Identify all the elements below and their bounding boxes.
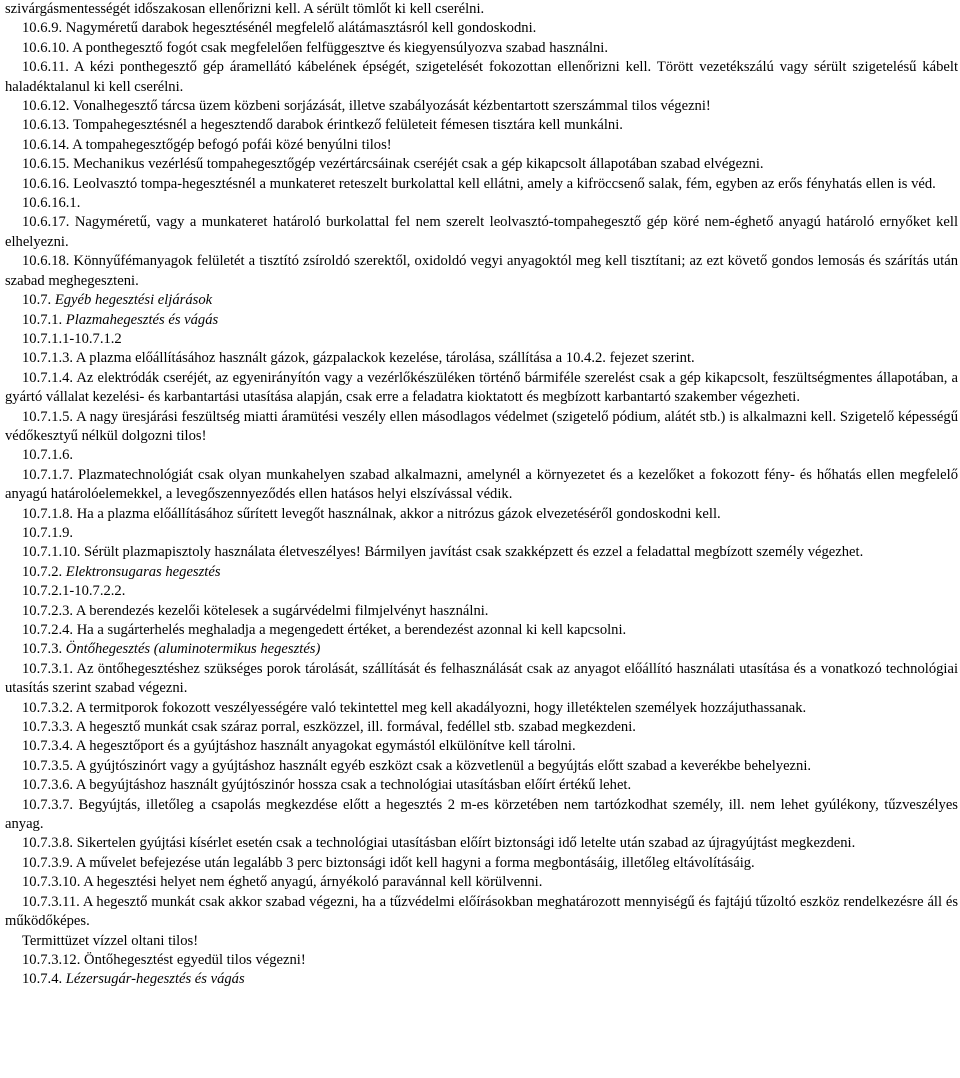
paragraph <box>5 369 958 408</box>
paragraph-text: A berendezés kezelői kötelesek a sugárvédelmi filmjelvényt használni. <box>75 602 489 619</box>
paragraph-text: A gyújtószinórt vagy a gyújtáshoz használt egyéb eszközt csak a közvetlenül a begyújtás előtt szabad a keverékbe behelyezni. <box>75 757 812 774</box>
paragraph-text: A művelet befejezése után legalább 3 perc biztonsági időt kell hagyni a forma megbontásáig, illetőleg eltávolításáig. <box>75 854 755 871</box>
paragraph <box>5 136 958 155</box>
paragraph <box>5 0 958 19</box>
paragraph <box>5 446 958 465</box>
section-number: 10.7. <box>22 292 52 309</box>
section-number: 10.7.1.5. <box>22 408 74 425</box>
section-number: 10.7.1.10. <box>22 544 81 561</box>
paragraph <box>5 543 958 562</box>
paragraph-text: A hegesztő munkát csak száraz porral, eszközzel, ill. formával, fedéllel stb. szabad megkezdeni. <box>75 719 636 736</box>
section-number: 10.6.16. <box>22 175 70 192</box>
section-heading: Öntőhegesztés (aluminotermikus hegesztés) <box>65 641 321 658</box>
section-number: 10.6.16.1. <box>22 195 81 212</box>
section-number: 10.6.10. <box>22 39 70 56</box>
paragraph <box>5 951 958 970</box>
section-number: 10.7.3.8. <box>22 835 74 852</box>
section-number: 10.7.1.8. <box>22 505 74 522</box>
paragraph-text: Könnyűfémanyagok felületét a tisztító zsíroldó szerektől, oxidoldó vegyi anyagoktól meg kell tisztítani; az ezt követő gondos lemosás és szárítás után szabad meghegeszteni. <box>5 253 958 289</box>
section-number: 10.7.3.2. <box>22 699 74 716</box>
paragraph <box>5 194 958 213</box>
section-number: 10.7.3.5. <box>22 757 74 774</box>
section-number: 10.7.3.7. <box>22 796 74 813</box>
paragraph-text: A kézi ponthegesztő gép áramellátó kábelének épségét, szigetelését fokozottan ellenőrizni kell. Törött vezetékszálú vagy sérült szigetelésű kábelt haladéktalanul ki kell cserélni. <box>5 59 959 95</box>
paragraph <box>5 757 958 776</box>
paragraph <box>5 873 958 892</box>
section-number: 10.7.1.1-10.7.1.2 <box>22 330 122 347</box>
paragraph <box>5 408 958 447</box>
paragraph <box>5 582 958 601</box>
section-number: 10.6.14. <box>22 136 70 153</box>
paragraph-text: A begyújtáshoz használt gyújtószinór hossza csak a technológiai utasításban előírt értékű lehet. <box>75 777 632 794</box>
paragraph <box>5 58 958 97</box>
paragraph <box>5 660 958 699</box>
section-heading: Egyéb hegesztési eljárások <box>54 292 213 309</box>
paragraph <box>5 737 958 756</box>
paragraph-text: A nagy üresjárási feszültség miatti áramütési veszély ellen másodlagos védelmet (szigetelő pódium, alátét stb.) is alkalmazni kell. Szigetelő képességű védőkesztyű nélkül dolgozni tilos! <box>5 408 959 444</box>
paragraph <box>5 466 958 505</box>
section-number: 10.7.3.10. <box>22 874 81 891</box>
section-number: 10.7.3. <box>22 641 63 658</box>
paragraph-text: A termitporok fokozott veszélyességére való tekintettel meg kell akadályozni, hogy illetéktelen személyek hozzájuthassanak. <box>75 699 807 716</box>
paragraph <box>5 854 958 873</box>
paragraph-text: Öntőhegesztést egyedül tilos végezni! <box>84 951 306 968</box>
section-number: 10.6.15. <box>22 156 70 173</box>
section-number: 10.7.1.9. <box>22 524 74 541</box>
paragraph-text: Sikertelen gyújtási kísérlet esetén csak a technológiai utasításban előírt biztonsági idő letelte után szabad az újragyújtást megkezdeni. <box>76 835 856 852</box>
paragraph-text: Ha a sugárterhelés meghaladja a megengedett értéket, a berendezést azonnal ki kell kapcsolni. <box>76 622 627 638</box>
paragraph-text: A hegesztési helyet nem éghető anyagú, árnyékoló paravánnal kell körülvenni. <box>83 874 543 891</box>
section-number: 10.7.3.4. <box>22 738 74 755</box>
paragraph-text: Nagyméretű, vagy a munkateret határoló burkolattal fel nem szerelt leolvasztó-tompahegesztő gép köré nem-éghető anyagú határoló ernyőket kell elhelyezni. <box>5 214 958 250</box>
section-number: 10.7.3.6. <box>22 777 74 794</box>
section-number: 10.7.2.4. <box>22 622 74 638</box>
paragraph <box>5 776 958 795</box>
section-number: 10.6.13. <box>22 117 70 134</box>
paragraph <box>5 621 958 640</box>
section-number: 10.6.11. <box>22 59 69 76</box>
section-number: 10.7.3.9. <box>22 854 74 871</box>
paragraph <box>5 932 958 951</box>
paragraph-text: A tompahegesztőgép befogó pofái közé benyúlni tilos! <box>72 136 392 153</box>
paragraph <box>5 39 958 58</box>
section-number: 10.7.2.3. <box>22 602 74 619</box>
paragraph <box>5 834 958 853</box>
section-number: 10.7.3.12. <box>22 951 81 968</box>
paragraph <box>5 796 958 835</box>
paragraph <box>5 155 958 174</box>
paragraph <box>5 116 958 135</box>
paragraph <box>5 718 958 737</box>
paragraph <box>5 330 958 349</box>
section-number: 10.7.3.3. <box>22 719 74 736</box>
section-number: 10.7.1.3. <box>22 350 74 367</box>
paragraph-text: Begyújtás, illetőleg a csapolás megkezdése előtt a hegesztés 2 m-es körzetében nem tartózkodhat személy, ill. nem lehet gyúlékony, tűzveszélyes anyag. <box>5 796 958 833</box>
paragraph <box>5 563 958 582</box>
paragraph-text: Vonalhegesztő tárcsa üzem közbeni sorjázását, illetve szabályozását kézbentartott szerszámmal tilos végezni! <box>72 98 711 115</box>
paragraph <box>5 505 958 524</box>
section-number: 10.7.3.11. <box>22 893 80 910</box>
paragraph <box>5 311 958 330</box>
paragraph-text: A plazma előállításához használt gázok, gázpalackok kezelése, tárolása, szállítása a 10.4.2. fejezet szerint. <box>75 350 695 367</box>
paragraph-text: szivárgásmentességét időszakosan ellenőrizni kell. A sérült tömlőt ki kell cserélni. <box>5 1 485 17</box>
paragraph <box>5 291 958 310</box>
paragraph-text: Tompahegesztésnél a hegesztendő darabok érintkező felületeit fémesen tisztára kell munkálni. <box>72 117 623 134</box>
paragraph-text: Plazmatechnológiát csak olyan munkahelyen szabad alkalmazni, amelynél a környezetet és a kezelőket a fokozott fény- és hőhatás ellen megfelelő anyagú határolóelemekkel, a levegőszennyeződés ellen hatásos helyi elszívással védik. <box>5 466 959 503</box>
section-heading: Elektronsugaras hegesztés <box>65 563 221 580</box>
section-heading: Lézersugár-hegesztés és vágás <box>65 971 245 988</box>
section-number: 10.6.12. <box>22 98 70 115</box>
paragraph-text: Az elektródák cseréjét, az egyenirányítón vagy a vezérlőkészüléken történő bármiféle szerelést csak a gép kikapcsolt, feszültségmentes állapotában, a gyártó vállalat kezelési- és karbantartási utasítása alapján, csak erre a feladatra kioktatott és megbízott karbantartó szakember végezheti. <box>5 369 958 406</box>
paragraph-text: Ha a plazma előállításához sűrített levegőt használnak, akkor a nitrózus gázok elvezetéséről gondoskodni kell. <box>76 505 721 522</box>
paragraph <box>5 699 958 718</box>
paragraph-text: Az öntőhegesztéshez szükséges porok tárolását, szállítását és felhasználását csak az anyagot előállító használati utasítása és a vonatkozó technológiai utasítás szerint szabad végezni. <box>5 660 959 697</box>
paragraph <box>5 349 958 368</box>
section-number: 10.7.3.1. <box>22 660 74 677</box>
paragraph <box>5 175 958 194</box>
section-number: 10.7.1.7. <box>22 466 74 483</box>
section-number: 10.7.1.4. <box>22 369 74 386</box>
paragraph-text: A ponthegesztő fogót csak megfelelően felfüggesztve és kiegyensúlyozva szabad használni. <box>72 39 609 56</box>
section-number: 10.6.9. <box>22 20 63 37</box>
paragraph-text: Leolvasztó tompa-hegesztésnél a munkateret reteszelt burkolattal kell ellátni, amely a kifröccsenő salak, fém, egyben az erős fényhatás ellen is véd. <box>73 175 936 192</box>
section-number: 10.7.2. <box>22 563 63 580</box>
paragraph-text: A hegesztő munkát csak akkor szabad végezni, ha a tűzvédelmi előírásokban meghatározott mennyiségű és fajtájú tűzoltó eszköz rendelkezésre áll és működőképes. <box>5 893 958 930</box>
paragraph <box>5 213 958 252</box>
paragraph <box>5 19 958 38</box>
section-number: 10.7.2.1-10.7.2.2. <box>22 583 126 600</box>
paragraph-text: A hegesztőport és a gyújtáshoz használt anyagokat egymástól elkülönítve kell tárolni. <box>75 738 576 755</box>
paragraph-text: Termittüzet vízzel oltani tilos! <box>22 932 199 949</box>
paragraph <box>5 893 958 932</box>
section-number: 10.6.17. <box>22 214 70 231</box>
paragraph <box>5 602 958 621</box>
section-number: 10.6.18. <box>22 253 70 270</box>
section-number: 10.7.1.6. <box>22 447 74 464</box>
paragraph <box>5 252 958 291</box>
paragraph-text: Sérült plazmapisztoly használata életveszélyes! Bármilyen javítást csak szakképzett és ezzel a feladattal megbízott személy végezhet. <box>84 544 864 561</box>
paragraph-text: Nagyméretű darabok hegesztésénél megfelelő alátámasztásról kell gondoskodni. <box>65 20 537 37</box>
section-heading: Plazmahegesztés és vágás <box>65 311 219 328</box>
paragraph <box>5 970 958 989</box>
paragraph <box>5 524 958 543</box>
paragraph-text: Mechanikus vezérlésű tompahegesztőgép vezértárcsáinak cseréjét csak a gép kikapcsolt állapotában szabad elvégezni. <box>73 156 764 173</box>
paragraph <box>5 97 958 116</box>
section-number: 10.7.4. <box>22 971 63 988</box>
section-number: 10.7.1. <box>22 311 63 328</box>
paragraph <box>5 640 958 659</box>
